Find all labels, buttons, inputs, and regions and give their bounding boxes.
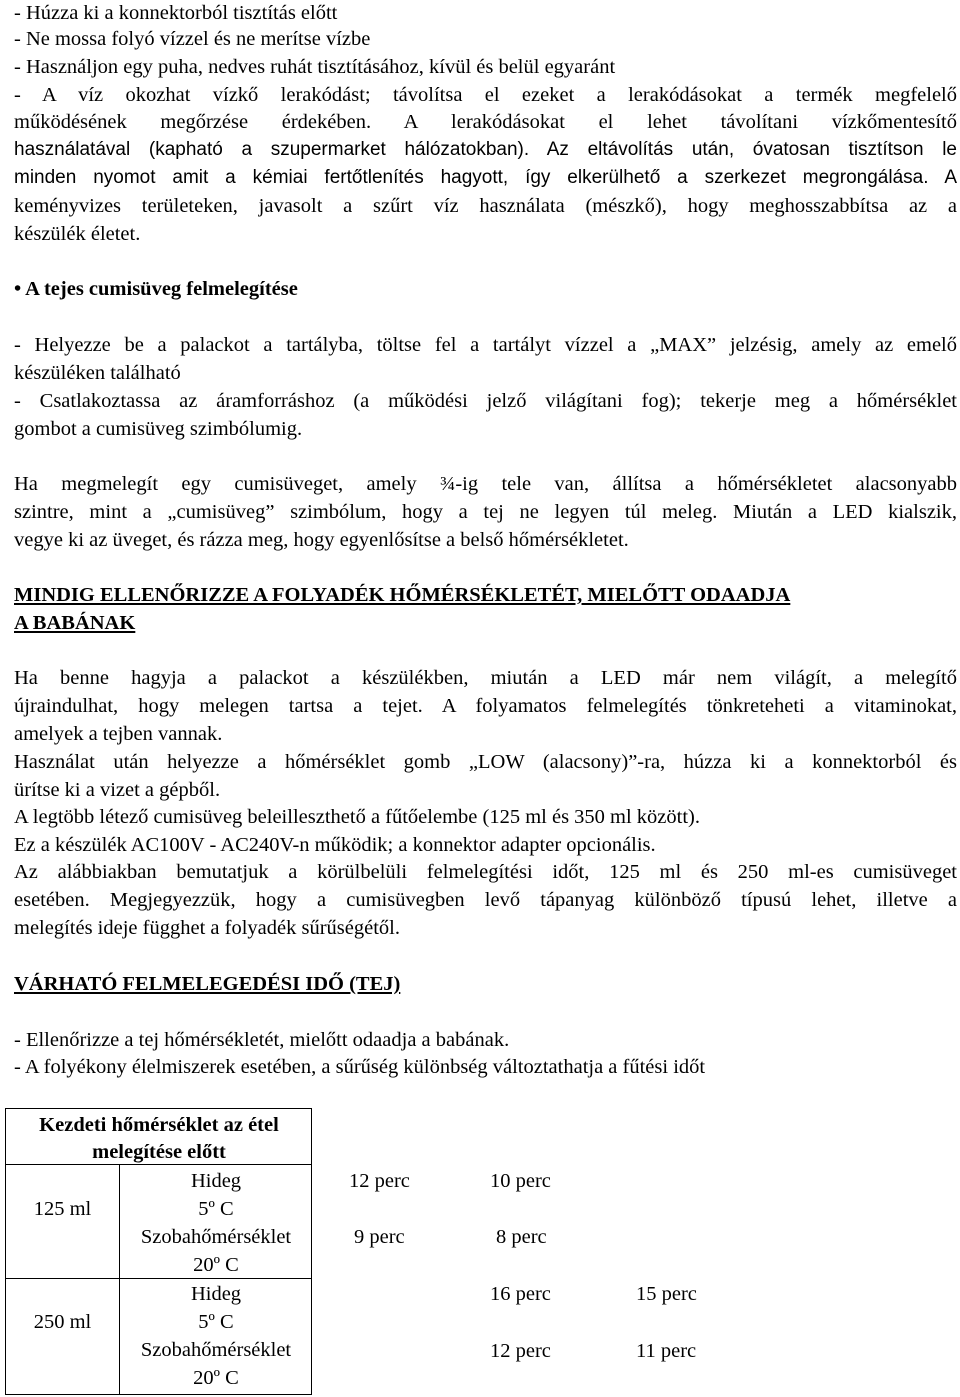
table-temp-value: 5º C (198, 1198, 234, 1220)
table-time-value: 11 perc (636, 1340, 697, 1362)
table-temp-label: Szobahőmérséklet (140, 1226, 292, 1248)
cleaning-line-5: működésének megőrzése érdekében. A lerakódásokat el lehet távolítani vízkőmentesítő (14, 111, 957, 133)
expected-line-2: - A folyékony élelmiszerek esetében, a sűrűség különbség változtathatja a fűtési időt (14, 1056, 706, 1078)
cleaning-line-3: - Használjon egy puha, nedves ruhát tisztításához, kívül és belül egyaránt (14, 56, 616, 78)
table-header-line2: melegítése előtt (92, 1141, 226, 1163)
table-temp-value: 5º C (198, 1311, 234, 1333)
info-line-9: esetében. Megjegyezzük, hogy a cumisüvegben levő tápanyag különböző típusú lehet, illetve a (14, 889, 957, 911)
expected-title: VÁRHATÓ FELMELEGEDÉSI IDŐ (TEJ) (14, 973, 401, 995)
info-line-1: Ha benne hagyja a palackot a készülékben, miután a LED már nem világít, a melegítő (14, 667, 957, 689)
table-temp-value: 20º C (193, 1254, 239, 1276)
table-time-value: 12 perc (349, 1170, 410, 1192)
table-volume: 250 ml (33, 1311, 92, 1333)
table-time-value: 16 perc (490, 1283, 551, 1305)
table-time-value: 12 perc (490, 1340, 551, 1362)
cleaning-line-2: - Ne mossa folyó vízzel és ne merítse vízbe (14, 28, 371, 50)
heating-step2-line2: gombot a cumisüveg szimbólumig. (14, 418, 303, 440)
expected-line-1: - Ellenőrizze a tej hőmérsékletét, mielőtt odaadja a babának. (14, 1029, 510, 1051)
cleaning-line-6: használatával (kapható a szupermarket hálózatokban). Az eltávolítás után, óvatosan tisztítson le (14, 139, 957, 160)
table-time-value: 10 perc (490, 1170, 551, 1192)
heating-para-line2: szintre, mint a „cumisüveg” szimbólum, hogy a tej ne legyen túl meleg. Miután a LED kialszik, (14, 501, 957, 523)
info-line-2: újraindulhat, hogy melegen tartsa a tejet. A folyamatos felmelegítés tönkreteheti a vitaminokat, (14, 695, 957, 717)
table-volume: 125 ml (33, 1198, 92, 1220)
heating-step1-line2: készüléken található (14, 362, 181, 384)
cleaning-line-4: - A víz okozhat vízkő lerakódást; távolítsa el ezeket a lerakódásokat a termék megfelelő (14, 84, 957, 106)
table-temp-value: 20º C (193, 1367, 239, 1389)
table-header-line1: Kezdeti hőmérséklet az étel (39, 1114, 279, 1136)
heating-para-line3: vegye ki az üveget, és rázza meg, hogy egyenlősítse a belső hőmérsékletet. (14, 529, 629, 551)
cleaning-line-1: - Húzza ki a konnektorból tisztítás előtt (14, 2, 338, 24)
heating-para-line1: Ha megmelegít egy cumisüveget, amely ¾-ig tele van, állítsa a hőmérsékletet alacsonyabb (14, 473, 957, 495)
warning-line1: MINDIG ELLENŐRIZZE A FOLYADÉK HŐMÉRSÉKLETÉT, MIELŐTT ODAADJA (14, 584, 791, 606)
table-time-value: 8 perc (496, 1226, 547, 1248)
info-line-3: amelyek a tejben vannak. (14, 723, 223, 745)
info-line-6: A legtöbb létező cumisüveg beleilleszthető a fűtőelembe (125 ml és 350 ml között). (14, 806, 700, 828)
heating-step2-line1: - Csatlakoztassa az áramforráshoz (a működési jelző világítani fog); tekerje meg a hőmérséklet (14, 390, 957, 412)
table-temp-label: Hideg (190, 1170, 242, 1192)
cleaning-line-8: keményvizes területeken, javasolt a szűrt víz használata (mészkő), hogy meghosszabbítsa az a (14, 195, 957, 217)
table-temp-label: Hideg (190, 1283, 242, 1305)
table-time-value: 15 perc (636, 1283, 697, 1305)
heating-section-title: • A tejes cumisüveg felmelegítése (14, 278, 298, 300)
table-temp-label: Szobahőmérséklet (140, 1339, 292, 1361)
cleaning-line-7: minden nyomot amit a kémiai fertőtlenítés hagyott, így elkerülhető a szerkezet megrongálása. A (14, 167, 957, 188)
heating-step1-line1: - Helyezze be a palackot a tartályba, töltse fel a tartályt vízzel a „MAX” jelzésig, amely az emelő (14, 334, 957, 356)
warning-line2: A BABÁNAK (14, 612, 136, 634)
heating-time-table (5, 1108, 312, 1395)
info-line-4: Használat után helyezze a hőmérséklet gomb „LOW (alacsony)”-ra, húzza ki a konnektorból és (14, 751, 957, 773)
cleaning-line-9: készülék életet. (14, 223, 141, 245)
table-time-value: 9 perc (354, 1226, 405, 1248)
info-line-5: ürítse ki a vizet a gépből. (14, 779, 221, 801)
info-line-8: Az alábbiakban bemutatjuk a körülbelüli felmelegítési időt, 125 ml és 250 ml-es cumisüveget (14, 861, 957, 883)
info-line-10: melegítés ideje függhet a folyadék sűrűségétől. (14, 917, 400, 939)
info-line-7: Ez a készülék AC100V - AC240V-n működik; a konnektor adapter opcionális. (14, 834, 656, 856)
